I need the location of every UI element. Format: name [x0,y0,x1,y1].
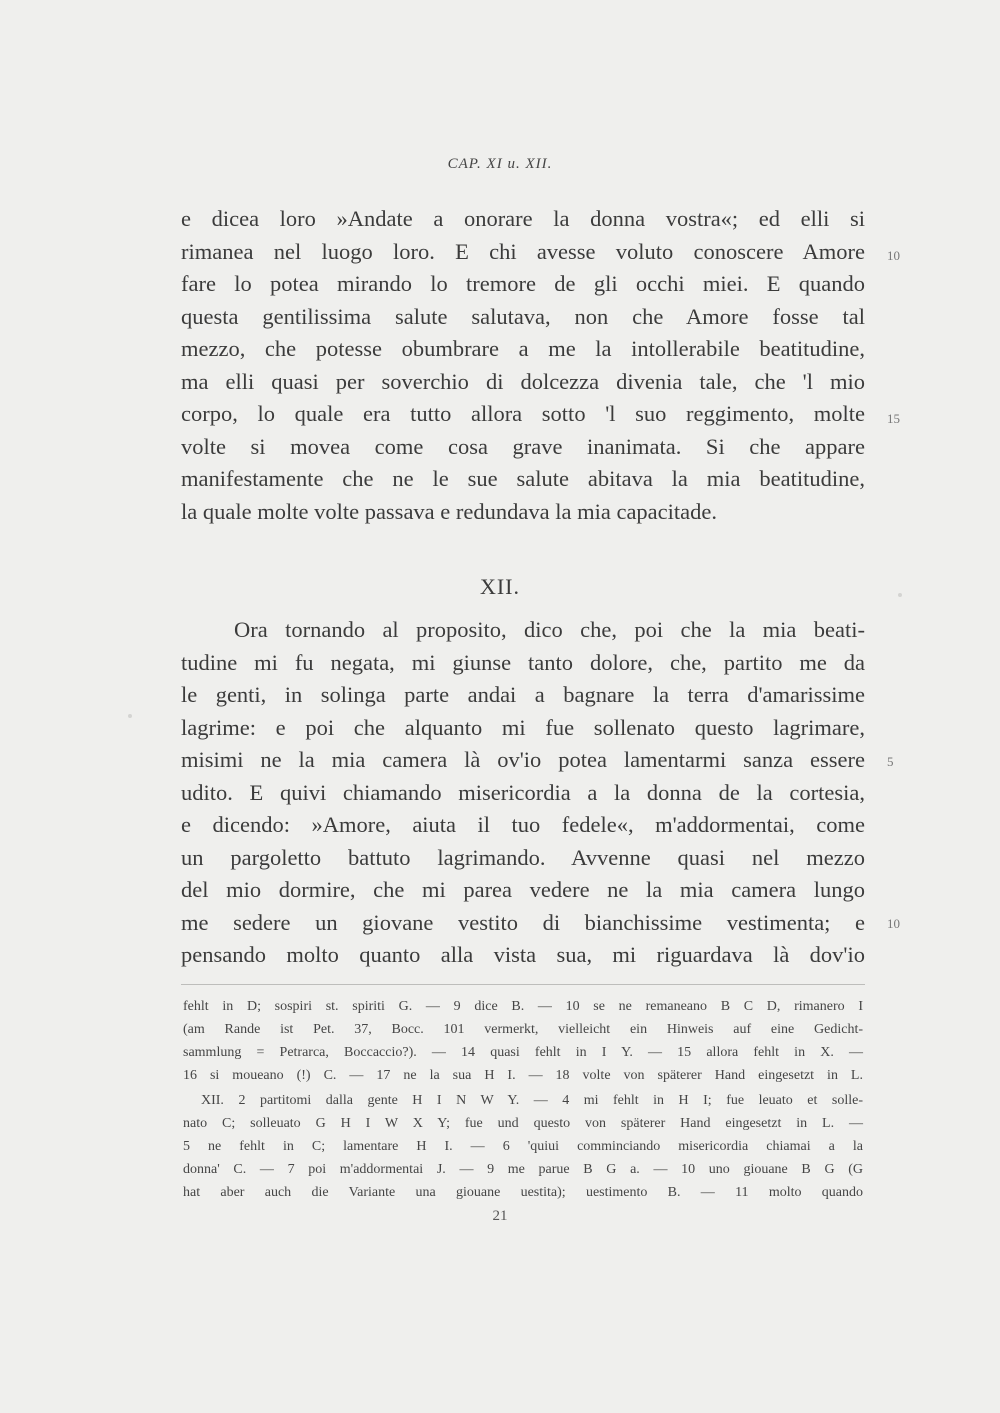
text-line: corpo, lo quale era tutto allora sotto 'l suo reggimento, molte [181,401,865,426]
text-line: fare lo potea mirando lo tremore de gli occhi miei. E quando [181,271,865,296]
text-line: ma elli quasi per soverchio di dolcezza divenia tale, che 'l mio [181,368,865,394]
footnote-line: nato C; solleuato G H I W X Y; fue und questo von späterer Hand eingesetzt in L. — [183,1116,863,1131]
line-number: 15 [887,411,900,426]
paper-speck [128,714,132,718]
section-heading: XII. [479,574,521,599]
footnote-line: 16 si moueano (!) C. — 17 ne la sua H I. — 18 volte von späterer Hand eingesetzt in L. [183,1068,863,1083]
text-line: me sedere un giovane vestito di bianchissime vestimenta; e [181,909,865,935]
text-line: e dicea loro »Andate a onorare la donna vostra«; ed elli si [181,206,865,231]
text-line: le genti, in solinga parte andai a bagnare la terra d'amarissime [181,682,865,707]
text-line: misimi ne la mia camera là ov'io potea lamentarmi sanza essere [181,747,865,772]
text-line: e dicendo: »Amore, aiuta il tuo fedele«, m'addormentai, come [181,812,865,837]
footnote-line: hat aber auch die Variante una giouane uestita); uestimento B. — 11 molto quando [183,1185,863,1200]
text-line: lagrime: e poi che alquanto mi fue sollenato questo lagrimare, [181,714,865,740]
footnote-line: sammlung = Petrarca, Boccaccio?). — 14 quasi fehlt in I Y. — 15 allora fehlt in X. — [183,1045,863,1060]
footnote-line: (am Rande ist Pet. 37, Bocc. 101 vermerkt, vielleicht ein Hinweis auf eine Gedicht- [183,1022,863,1037]
text-line: volte si movea come cosa grave inanimata. Si che appare [181,433,865,459]
text-line: la quale molte volte passava e redundava la mia capacitade. [181,498,718,524]
footnote-line: 5 ne fehlt in C; lamentare H I. — 6 'quiui comminciando misericordia chiamai a la [183,1139,863,1154]
text-line: udito. E quivi chiamando misericordia a la donna de la cortesia, [181,779,865,805]
text-line: un pargoletto battuto lagrimando. Avvenne quasi nel mezzo [181,844,865,870]
footnote-rule [181,984,865,985]
text-line: questa gentilissima salute salutava, non che Amore fosse tal [181,303,865,329]
text-line: rimanea nel luogo loro. E chi avesse voluto conoscere Amore [181,238,865,264]
running-head: CAP. XI u. XII. [447,156,553,172]
footnote-line: XII. 2 partitomi dalla gente H I N W Y. — 4 mi fehlt in H I; fue leuato et solle- [201,1093,863,1108]
text-line: del mio dormire, che mi parea vedere ne la mia camera lungo [181,877,865,902]
text-line: mezzo, che potesse obumbrare a me la intollerabile beatitudine, [181,336,865,361]
text-line: manifestamente che ne le sue salute abitava la mia beatitudine, [181,466,865,491]
text-line: pensando molto quanto alla vista sua, mi riguardava là dov'io [181,942,865,967]
footnote-line: donna' C. — 7 poi m'addormentai J. — 9 me parue B G a. — 10 uno giouane B G (G [183,1162,863,1177]
line-number: 10 [887,248,900,263]
paper-speck [898,593,902,597]
text-line: Ora tornando al proposito, dico che, poi che la mia beati- [234,617,865,642]
line-number: 5 [887,754,894,769]
footnote-line: fehlt in D; sospiri st. spiriti G. — 9 dice B. — 10 se ne remaneano B C D, rimanero I [183,999,863,1014]
text-line: tudine mi fu negata, mi giunse tanto dolore, che, partito me da [181,649,865,675]
page-number: 21 [492,1208,508,1224]
line-number: 10 [887,916,900,931]
